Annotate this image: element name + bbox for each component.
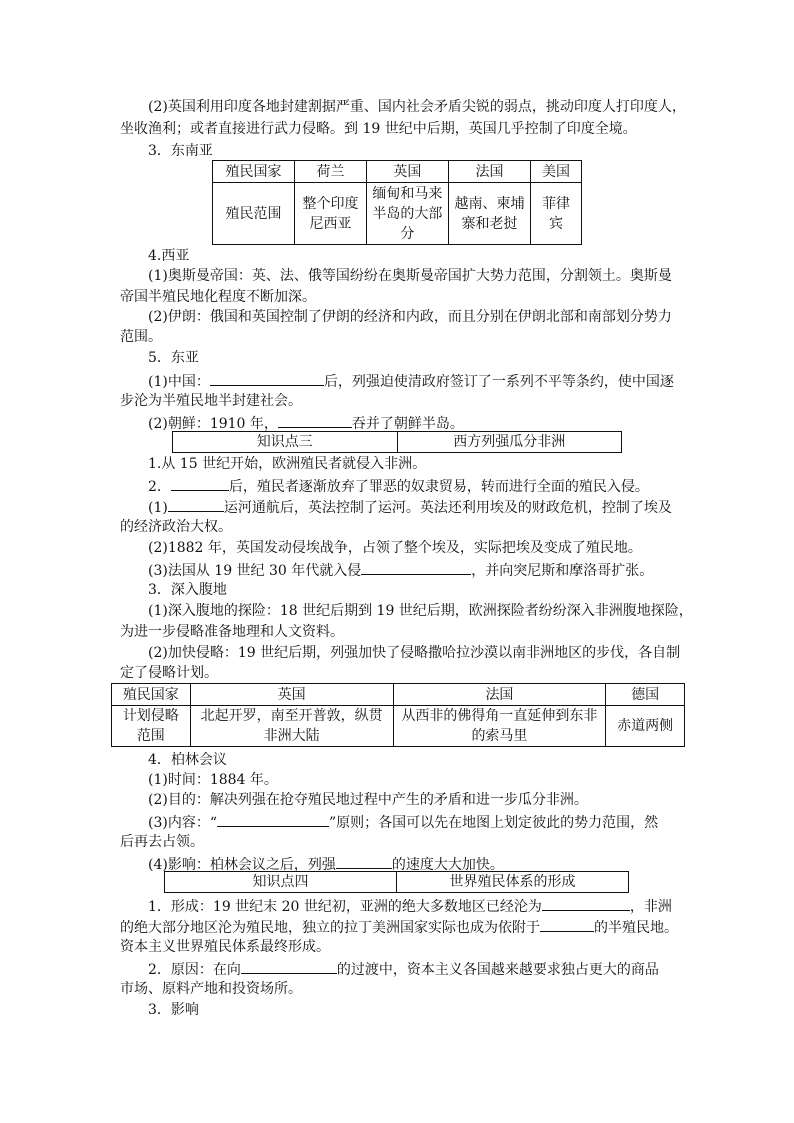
knowledge-point-bar	[164, 871, 629, 893]
text: 的绝大部分地区沦为殖民地，独立的拉丁美洲国家实际也成为依附于	[120, 920, 540, 936]
table-row-label: 殖民范围	[213, 183, 295, 245]
paragraph	[148, 958, 659, 981]
paragraph	[120, 916, 678, 939]
text: 的速度大大加快。	[391, 857, 504, 873]
table-cell: 从西非的佛得角一直延伸到东非的索马里	[393, 706, 606, 747]
fill-blank[interactable]	[171, 475, 229, 491]
text: 后，列强迫使清政府签订了一系列不平等条约，使中国逐	[323, 374, 674, 390]
section-heading: 3．影响	[148, 1002, 199, 1018]
paragraph: 帝国半殖民地化程度不断加深。	[120, 289, 316, 305]
paragraph: 坐收渔利；或者直接进行武力侵略。到 19 世纪中后期，英国几乎控制了印度全境。	[120, 121, 637, 137]
text: 的过渡中，资本主义各国越来越要求独占更大的商品	[336, 962, 659, 978]
table-cell: 越南、柬埔寨和老挝	[448, 183, 530, 245]
table-cell: 缅甸和马来半岛的大部分	[366, 183, 448, 245]
table-cell: 菲律宾	[531, 183, 582, 245]
paragraph: (1)奥斯曼帝国：英、法、俄等国纷纷在奥斯曼帝国扩大势力范围，分割领土。奥斯曼	[148, 268, 672, 284]
table-header-cell: 殖民国家	[213, 161, 295, 183]
fill-blank[interactable]	[361, 559, 471, 575]
text: 2．原因：在向	[148, 962, 241, 978]
table-cell: 整个印度尼西亚	[295, 183, 367, 245]
text: 1．形成：19 世纪末 20 世纪初，亚洲的绝大多数地区已经沦为	[148, 899, 542, 915]
fill-blank[interactable]	[542, 895, 630, 911]
text: 运河通航后，英法控制了运河。英法还利用埃及的财政危机，控制了埃及	[223, 500, 672, 516]
text: 2．	[148, 479, 171, 495]
table-header-cell: 殖民国家	[112, 684, 191, 706]
paragraph: 步沦为半殖民地半封建社会。	[120, 393, 302, 409]
fill-blank[interactable]	[210, 370, 324, 386]
table-header-cell: 美国	[531, 161, 582, 183]
knowledge-point-title: 西方列强瓜分非洲	[397, 432, 622, 453]
knowledge-point-bar	[172, 431, 622, 453]
paragraph: 1.从 15 世纪开始，欧洲殖民者就侵入非洲。	[148, 456, 427, 472]
knowledge-point-number: 知识点四	[165, 872, 397, 893]
paragraph	[148, 475, 649, 498]
text: (3)法国从 19 世纪 30 年代就入侵	[148, 563, 362, 579]
paragraph: (2)目的：解决列强在抢夺殖民地过程中产生的矛盾和进一步瓜分非洲。	[148, 792, 588, 808]
table-row-label: 计划侵略范围	[112, 706, 191, 747]
text: (3)内容：“	[148, 815, 217, 831]
fill-blank[interactable]	[217, 811, 329, 827]
paragraph	[148, 811, 658, 834]
section-heading: 4．柏林会议	[148, 752, 227, 768]
text: 吞并了朝鲜半岛。	[351, 416, 464, 432]
africa-plan-table	[111, 683, 685, 747]
text: (1)	[148, 500, 168, 516]
paragraph: (1)深入腹地的探险：18 世纪后期到 19 世纪后期，欧洲探险者纷纷深入非洲腹地探险，	[148, 603, 693, 619]
text: ，非洲	[629, 899, 672, 915]
table-cell: 北起开罗，南至开普敦，纵贯非洲大陆	[190, 706, 393, 747]
text: (4)影响：柏林会议之后，列强	[148, 857, 336, 873]
fill-blank[interactable]	[336, 853, 392, 869]
paragraph: (2)加快侵略：19 世纪后期，列强加快了侵略撒哈拉沙漠以南非洲地区的步伐，各自制	[148, 645, 681, 661]
paragraph: (2)英国利用印度各地封建割据严重、国内社会矛盾尖锐的弱点，挑动印度人打印度人，	[148, 99, 686, 115]
paragraph: 范围。	[120, 329, 162, 345]
table-header-cell: 法国	[393, 684, 606, 706]
text: (2)朝鲜：1910 年，	[148, 416, 278, 432]
fill-blank[interactable]	[278, 412, 352, 428]
paragraph	[148, 895, 672, 918]
paragraph: 后再去占领。	[120, 834, 204, 850]
text: 后，殖民者逐渐放弃了罪恶的奴隶贸易，转而进行全面的殖民入侵。	[228, 479, 649, 495]
paragraph: 定了侵略计划。	[120, 665, 218, 681]
paragraph: 资本主义世界殖民体系最终形成。	[120, 939, 330, 955]
paragraph	[148, 496, 672, 519]
section-heading: 4.西亚	[148, 248, 190, 264]
table-cell: 赤道两侧	[606, 706, 685, 747]
knowledge-point-number: 知识点三	[173, 432, 398, 453]
section-heading: 5．东亚	[148, 350, 199, 366]
paragraph: 为进一步侵略准备地理和人文资料。	[120, 624, 344, 640]
table-header-cell: 荷兰	[295, 161, 367, 183]
paragraph: (2)伊朗：俄国和英国控制了伊朗的经济和内政，而且分别在伊朗北部和南部划分势力	[148, 309, 672, 325]
knowledge-point-title: 世界殖民体系的形成	[397, 872, 629, 893]
fill-blank[interactable]	[540, 916, 594, 932]
paragraph: (1)时间：1884 年。	[148, 772, 278, 788]
text: 的半殖民地。	[594, 920, 678, 936]
southeast-asia-table	[212, 160, 582, 245]
table-header-cell: 英国	[366, 161, 448, 183]
section-heading: 3．深入腹地	[148, 582, 227, 598]
table-header-cell: 法国	[448, 161, 530, 183]
paragraph	[148, 370, 674, 393]
text: (1)中国：	[148, 374, 210, 390]
table-header-cell: 英国	[190, 684, 393, 706]
text: ，并向突尼斯和摩洛哥扩张。	[471, 563, 654, 579]
paragraph: (2)1882 年，英国发动侵埃战争，占领了整个埃及，实际把埃及变成了殖民地。	[148, 540, 642, 556]
paragraph: 市场、原料产地和投资场所。	[120, 981, 302, 997]
fill-blank[interactable]	[168, 496, 224, 512]
table-header-cell: 德国	[606, 684, 685, 706]
text: ”原则；各国可以先在地图上划定彼此的势力范围，然	[329, 815, 659, 831]
section-heading: 3．东南亚	[148, 143, 213, 159]
paragraph: 的经济政治大权。	[120, 519, 232, 535]
fill-blank[interactable]	[241, 958, 337, 974]
paragraph	[148, 559, 653, 582]
